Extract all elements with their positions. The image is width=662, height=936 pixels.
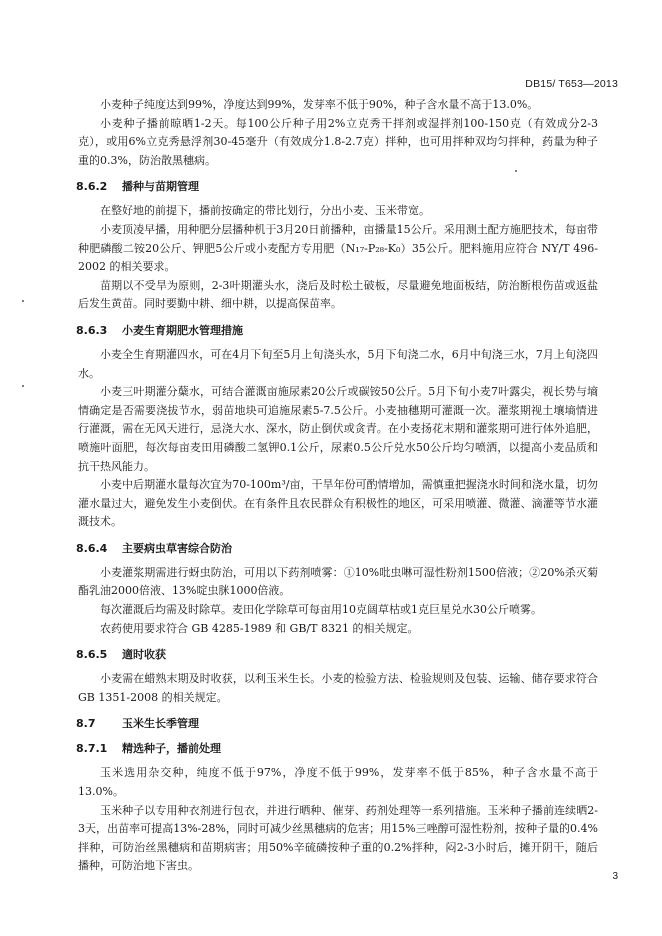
section-heading — [76, 323, 598, 339]
standard-code: DB15/ T653—2013 — [525, 78, 618, 90]
paragraph: 小麦需在蜡熟末期及时收获，以利玉米生长。小麦的检验方法、检验规则及包装、运输、储存要求符合 GB 1351-2008 的相关规定。 — [78, 672, 598, 704]
section-number: 8.6.4 — [76, 541, 108, 555]
section-number: 8.7.1 — [76, 742, 108, 756]
scan-speck — [22, 385, 24, 387]
scan-speck — [22, 300, 24, 302]
section-title: 小麦生育期肥水管理措施 — [122, 323, 243, 337]
paragraph: 小麦中后期灌水量每次宜为70-100m³/亩，干旱年份可酌情增加，需慎重把握浇水时间和浇水量，切勿灌水量过大，避免发生小麦倒伏。在有条件且农民群众有积极性的地区，可采用喷灌、微灌、滴灌等节水灌溉技术。 — [78, 478, 598, 529]
section-number: 8.6.2 — [76, 180, 108, 194]
paragraph: 玉米选用杂交种，纯度不低于97%，净度不低于99%，发芽率不低于85%，种子含水量不高于13.0%。 — [78, 766, 598, 799]
paragraph: 小麦三叶期灌分蘖水，可结合灌溉亩施尿素20公斤或碳铵50公斤。5月下旬小麦7叶露尖，视长势与墒情确定是否需要浇拔节水，弱苗地块可追施尿素5-7.5公斤。小麦抽穗期可灌溉一次。灌浆期视土壤墒情进行灌溉，需在无风天进行，忌浇大水、深水，防止倒伏或贪青。在小麦扬花末期和灌浆期可进行体外追肥，喷施叶面肥，每次每亩麦田用磷酸二氢钾0.1公斤，尿素0.5公斤兑水50公斤均匀喷洒，以提高小麦品质和抗干热风能力。 — [78, 385, 598, 473]
paragraph: 玉米种子以专用种衣剂进行包衣，并进行晒种、催芽、药剂处理等一系列措施。玉米种子播前连续晒2-3天，出苗率可提高13%-28%，同时可减少丝黑穗病的危害；用15%三唑醇可湿性粉剂，按种子量的0.4%拌种，可防治丝黑穗病和苗期病害；用50%辛硫磷按种子重的0.2%拌种，闷2-3小时后，摊开阴干，随后播种，可防治地下害虫。 — [78, 803, 598, 873]
paragraph: 小麦顶凌早播，用种肥分层播种机于3月20日前播种，亩播量15公斤。采用测土配方施肥技术，每亩带种肥磷酸二铵20公斤、钾肥5公斤或小麦配方专用肥（N₁₇-P₂₈-K₀）35公斤。肥料施用应符合 NY/T 496-2002 的相关要求。 — [78, 222, 598, 274]
section-heading — [76, 716, 598, 732]
scan-speck — [515, 170, 517, 172]
section-number: 8.7 — [76, 717, 96, 731]
section-title: 玉米生长季管理 — [122, 717, 199, 731]
section-title: 播种与苗期管理 — [122, 180, 199, 194]
section-heading — [76, 541, 598, 557]
section-heading — [76, 179, 598, 195]
paragraph: 小麦种子播前晾晒1-2天。每100公斤种子用2%立克秀干拌剂或湿拌剂100-150克（有效成分2-3克），或用6%立克秀悬浮剂30-45毫升（有效成分1.8-2.7克）拌种，也可用拌种双均匀拌种，药量为种子重的0.3%，防治散黑穗病。 — [78, 116, 598, 167]
document-body — [78, 96, 598, 876]
page-number: 3 — [612, 871, 618, 882]
paragraph: 农药使用要求符合 GB 4285-1989 和 GB/T 8321 的相关规定。 — [100, 621, 419, 635]
section-heading — [76, 647, 598, 663]
section-number: 8.6.3 — [76, 323, 108, 337]
paragraph: 小麦全生育期灌四水，可在4月下旬至5月上旬浇头水，5月下旬浇二水，6月中旬浇三水，7月上旬浇四水。 — [78, 347, 598, 380]
paragraph: 小麦种子纯度达到99%，净度达到99%，发芽率不低于90%，种子含水量不高于13.0%。 — [100, 98, 539, 111]
paragraph: 每次灌溉后均需及时除草。麦田化学除草可每亩用10克阔草枯或1克巨星兑水30公斤喷雾。 — [100, 603, 542, 617]
paragraph: 在整好地的前提下，播前按确定的带比划行，分出小麦、玉米带宽。 — [100, 204, 430, 218]
paragraph: 苗期以不受旱为原则，2-3叶期灌头水，浇后及时松土破板，尽量避免地面板结，防治断根伤苗或返盐后发生黄苗。同时要勤中耕、细中耕，以提高保苗率。 — [78, 278, 598, 311]
section-title: 主要病虫草害综合防治 — [122, 541, 232, 555]
section-title: 精选种子，播前处理 — [122, 742, 221, 756]
section-heading — [76, 741, 598, 757]
section-title: 適时收获 — [122, 648, 166, 662]
paragraph: 小麦灌浆期需进行蚜虫防治，可用以下药剂喷雾：①10%吡虫啉可湿性粉剂1500倍液；②20%杀灭菊酯乳油2000倍液、13%啶虫脒1000倍液。 — [78, 565, 598, 598]
section-number: 8.6.5 — [76, 648, 108, 662]
